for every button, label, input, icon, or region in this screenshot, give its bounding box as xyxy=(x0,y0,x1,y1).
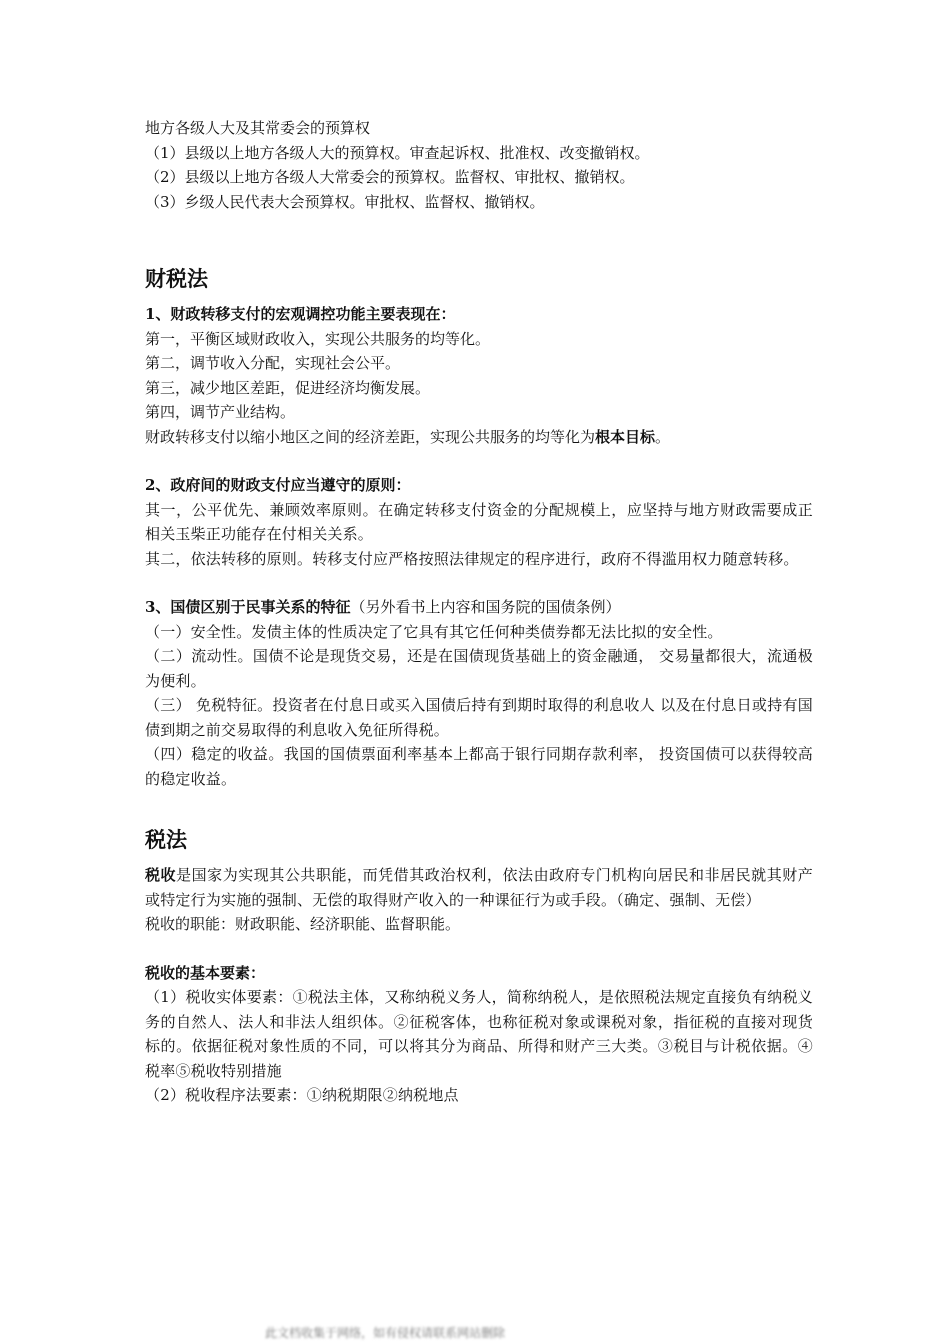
fiscal-s2-principle-2: 其二，依法转移的原则。转移支付应严格按照法律规定的程序进行，政府不得滥用权力随意转移。 xyxy=(145,549,799,568)
fiscal-s1-title: 1、财政转移支付的宏观调控功能主要表现在： xyxy=(145,305,456,323)
section-heading-fiscal-law: 财税法 xyxy=(145,267,208,291)
tax-definition-text: 是国家为实现其公共职能，而凭借其政治权利，依法由政府专门机构向居民和非居民就其财产或特定行为实施的强制、无偿的取得财产收入的一种课征行为或手段。（确定、强制、无偿） xyxy=(145,866,813,909)
page-footer-watermark: 此文档收集于网络，如有侵权请联系网站删除 xyxy=(265,1326,506,1340)
budget-item-3: （3）乡级人民代表大会预算权。审批权、监督权、撤销权。 xyxy=(145,192,545,211)
fiscal-s3-feature-1: （一）安全性。发债主体的性质决定了它具有其它任何种类债券都无法比拟的安全性。 xyxy=(145,622,723,641)
tax-elements-title: 税收的基本要素： xyxy=(145,963,266,982)
fiscal-s1-item-4: 第四，调节产业结构。 xyxy=(145,403,296,421)
fiscal-s1-item-3: 第三，减少地区差距，促进经济均衡发展。 xyxy=(145,378,431,397)
summary-key-term: 根本目标 xyxy=(595,427,656,446)
tax-elements-substantive: （1）税收实体要素：①税法主体，又称纳税义务人，简称纳税人，是依照税法规定直接负有纳税义务的自然人、法人和非法人组织体。②征税客体，也称征税对象或课税对象，指征税的直接对现货标的。依据征税对象性质的不同，可以将其分为商品、所得和财产三大类。③税目与计税依据。④税率⑤税收特别措施 xyxy=(145,988,813,1080)
budget-title: 地方各级人大及其常委会的预算权 xyxy=(145,119,371,137)
summary-text: 财政转移支付以缩小地区之间的经济差距，实现公共服务的均等化为 xyxy=(145,427,596,446)
summary-end: 。 xyxy=(655,427,671,446)
fiscal-s1-item-1: 第一，平衡区域财政收入，实现公共服务的均等化。 xyxy=(145,329,491,348)
s3-title-main: 3、国债区别于民事关系的特征 xyxy=(145,598,351,616)
document-page xyxy=(145,116,813,1108)
budget-item-2: （2）县级以上地方各级人大常委会的预算权。监督权、审批权、撤销权。 xyxy=(145,168,635,186)
tax-functions: 税收的职能：财政职能、经济职能、监督职能。 xyxy=(145,915,461,933)
s3-title-note: （另外看书上内容和国务院的国债条例） xyxy=(350,598,621,616)
fiscal-s3-feature-3: （三） 免税特征。投资者在付息日或买入国债后持有到期时取得的利息收人 以及在付息日或持有国债到期之前交易取得的利息收入免征所得税。 xyxy=(145,696,813,739)
section-heading-tax-law: 税法 xyxy=(145,828,187,852)
fiscal-s1-item-2: 第二，调节收入分配，实现社会公平。 xyxy=(145,354,401,372)
fiscal-s3-title xyxy=(145,595,813,620)
fiscal-s3-feature-4: （四）稳定的收益。我国的国债票面利率基本上都高于银行同期存款利率， 投资国债可以获得较高的稳定收益。 xyxy=(145,745,813,788)
tax-term: 税收 xyxy=(145,866,177,884)
tax-definition xyxy=(145,863,813,912)
fiscal-s3-feature-2: （二）流动性。国债不论是现货交易，还是在国债现货基础上的资金融通， 交易量都很大，流通极为便利。 xyxy=(145,647,813,690)
fiscal-s2-principle-1: 其一，公平优先、兼顾效率原则。在确定转移支付资金的分配规模上，应坚持与地方财政需要成正相关玉柴正功能存在付相关关系。 xyxy=(145,500,813,543)
fiscal-s1-summary xyxy=(145,425,813,450)
tax-elements-procedural: （2）税收程序法要素：①纳税期限②纳税地点 xyxy=(145,1086,459,1104)
budget-item-1: （1）县级以上地方各级人大的预算权。审查起诉权、批准权、改变撤销权。 xyxy=(145,143,650,162)
fiscal-s2-title: 2、政府间的财政支付应当遵守的原则： xyxy=(145,476,411,494)
